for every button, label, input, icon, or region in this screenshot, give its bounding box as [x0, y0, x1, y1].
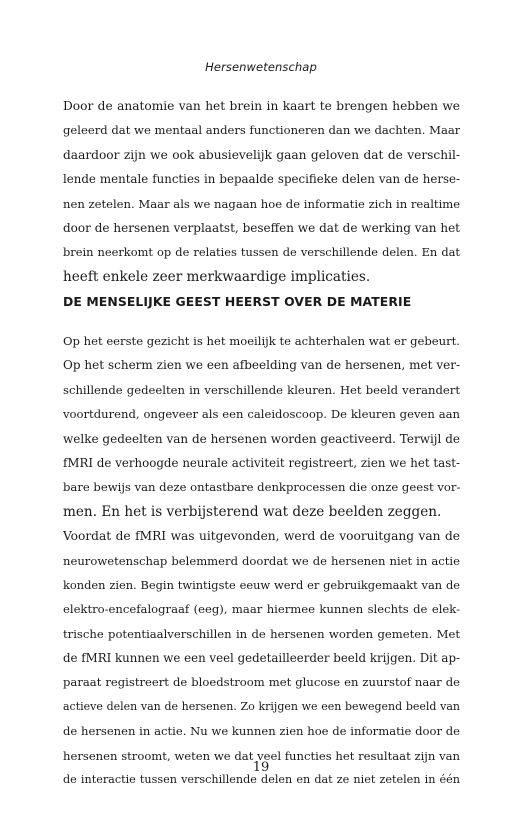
text-line: actieve delen van de hersenen. Zo krijgen we een bewegend beeld van	[63, 699, 460, 713]
text-line: fMRI de verhoogde neurale activiteit registreert, zien we het tast-	[63, 455, 460, 470]
text-line: de fMRI kunnen we een veel gedetailleerder beeld krijgen. Dit ap-	[63, 651, 460, 666]
text-line: hersenen stroomt, weten we dat veel functies het resultaat zijn van	[63, 748, 460, 763]
text-line: nen zetelen. Maar als we nagaan hoe de informatie zich in realtime	[63, 196, 460, 211]
text-line: schillende gedeelten in verschillende kleuren. Het beeld verandert	[63, 382, 460, 397]
text-line: geleerd dat we mentaal anders functioneren dan we dachten. Maar	[63, 123, 460, 138]
text-line: heeft enkele zeer merkwaardige implicaties.	[63, 268, 371, 285]
text-line: men. En het is verbijsterend wat deze beelden zeggen.	[63, 503, 442, 520]
text-line: Door de anatomie van het brein in kaart te brengen hebben we	[63, 99, 460, 113]
paragraph-body	[63, 329, 460, 792]
page-number: 19	[252, 760, 270, 775]
text-line: konden zien. Begin twintigste eeuw werd er gebruikgemaakt van de	[63, 577, 460, 592]
text-line: brein neerkomt op de relaties tussen de verschillende delen. En dat	[63, 245, 460, 260]
text-line: de hersenen in actie. Nu we kunnen zien hoe de informatie door de	[63, 724, 460, 739]
text-line: Op het eerste gezicht is het moeilijk te achterhalen wat er gebeurt.	[63, 334, 460, 348]
text-line: voortdurend, ongeveer als een caleidoscoop. De kleuren geven aan	[63, 407, 460, 422]
paragraph-intro	[63, 94, 460, 289]
text-line: bare bewijs van deze ontastbare denkprocessen die onze geest vor-	[63, 480, 460, 495]
text-line: lende mentale functies in bepaalde specifieke delen van de herse-	[63, 172, 460, 187]
text-line: Voordat de fMRI was uitgevonden, werd de vooruitgang van de	[63, 529, 460, 544]
running-head: Hersenwetenschap	[205, 60, 317, 74]
text-line: paraat registreert de bloedstroom met glucose en zuurstof naar de	[63, 675, 460, 690]
text-line: door de hersenen verplaatst, beseffen we dat de werking van het	[63, 220, 460, 235]
text-line: de interactie tussen verschillende delen en dat ze niet zetelen in één	[63, 773, 460, 787]
text-line: elektro-encefalograaf (eeg), maar hiermee kunnen slechts de elek-	[63, 602, 460, 617]
text-line: welke gedeelten van de hersenen worden geactiveerd. Terwijl de	[63, 431, 460, 446]
text-line: Op het scherm zien we een afbeelding van de hersenen, met ver-	[63, 358, 460, 373]
section-heading: DE MENSELIJKE GEEST HEERST OVER DE MATERIE	[63, 294, 412, 309]
text-line: daardoor zijn we ook abusievelijk gaan geloven dat de verschil-	[63, 147, 460, 162]
text-line: neurowetenschap belemmerd doordat we de hersenen niet in actie	[63, 553, 460, 568]
text-line: trische potentiaalverschillen in de hersenen worden gemeten. Met	[63, 626, 460, 641]
